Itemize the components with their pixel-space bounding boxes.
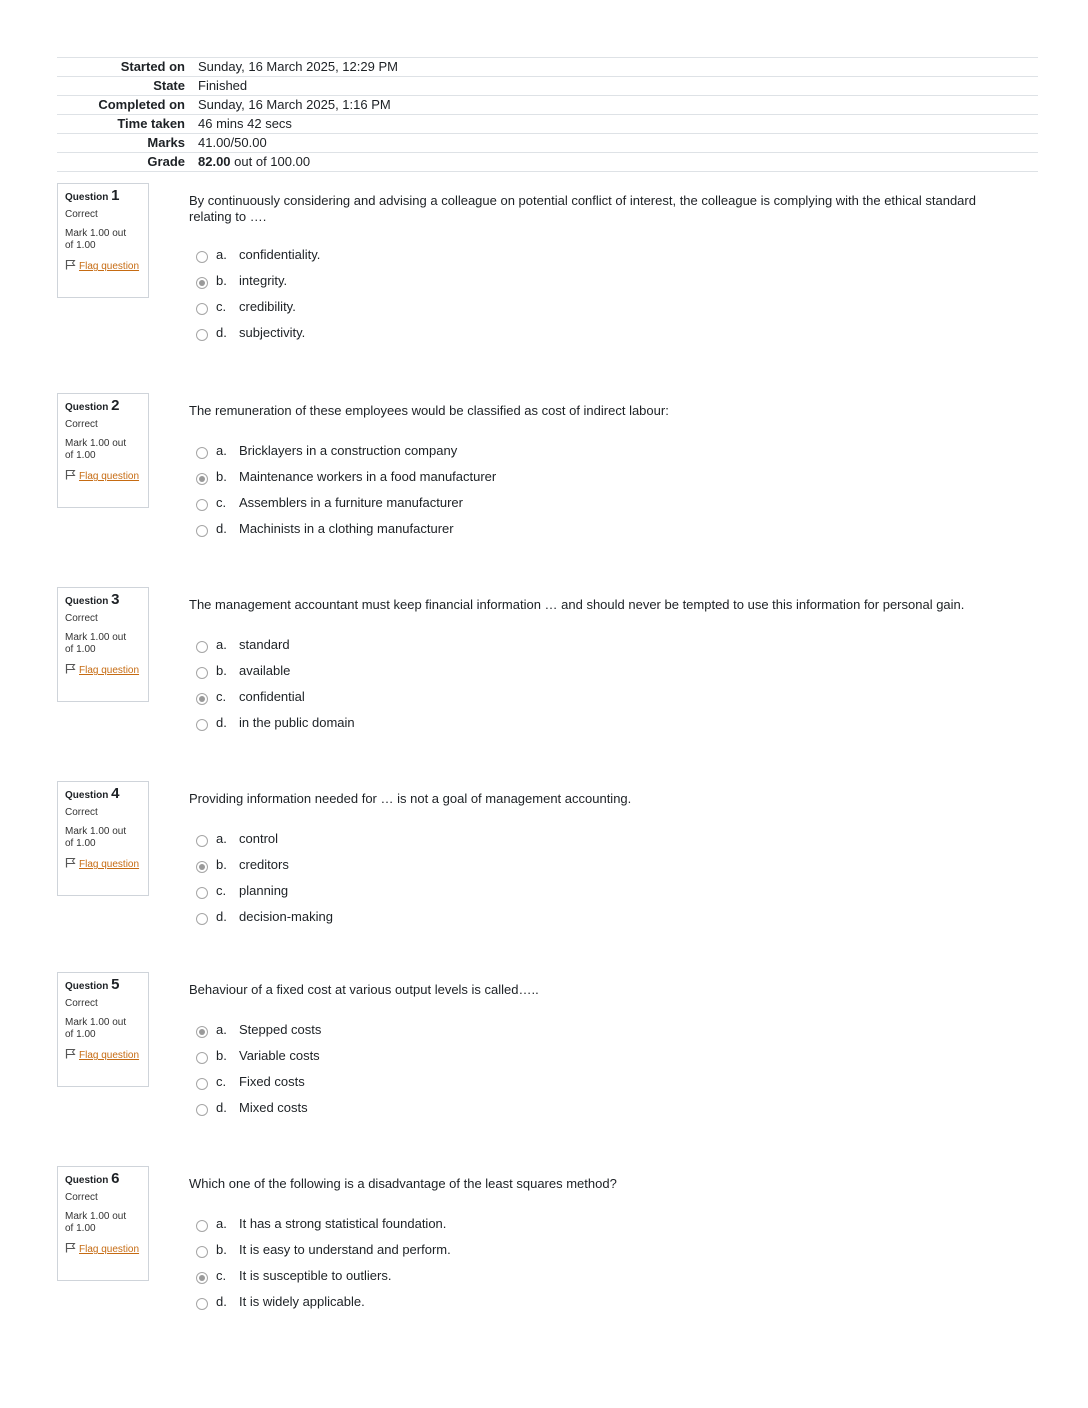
question-number-value: 6: [111, 1170, 120, 1187]
flag-icon: [65, 1048, 76, 1059]
flag-icon: [65, 469, 76, 480]
answer-text: Assemblers in a furniture manufacturer: [239, 495, 463, 510]
answer-text: Machinists in a clothing manufacturer: [239, 521, 454, 536]
answer-letter: c.: [216, 299, 227, 314]
question-prefix: Question: [65, 1175, 109, 1186]
answer-text: Bricklayers in a construction company: [239, 443, 458, 458]
summary-row-started: [57, 58, 1038, 77]
flag-icon: [65, 663, 76, 674]
question-state: Correct: [65, 807, 98, 818]
summary-label: Time taken: [57, 115, 198, 134]
question-state: Correct: [65, 419, 98, 430]
answer-text: It is susceptible to outliers.: [239, 1268, 392, 1283]
answer-letter: c.: [216, 1268, 227, 1283]
flag-question[interactable]: [65, 259, 141, 273]
answer-radio[interactable]: [196, 641, 208, 653]
answer-text: control: [239, 831, 279, 846]
answer-radio[interactable]: [196, 835, 208, 847]
answer-radio[interactable]: [196, 1078, 208, 1090]
answer-radio[interactable]: [196, 1104, 208, 1116]
answer-letter: b.: [216, 663, 227, 678]
answer-radio[interactable]: [196, 447, 208, 459]
question-number: [65, 591, 141, 608]
answer-text: confidentiality.: [239, 247, 321, 262]
answer-text: Mixed costs: [239, 1100, 308, 1115]
answer-letter: a.: [216, 637, 227, 652]
answer-letter: d.: [216, 325, 227, 340]
question-number-value: 3: [111, 591, 120, 608]
answer-radio[interactable]: [196, 1272, 208, 1284]
answer-letter: d.: [216, 715, 227, 730]
summary-row-marks: [57, 134, 1038, 153]
question-grade: Mark 1.00 out of 1.00: [65, 438, 127, 461]
answer-text: creditors: [239, 857, 289, 872]
answer-radio[interactable]: [196, 693, 208, 705]
summary-label: Marks: [57, 134, 198, 153]
question-info-box: [57, 183, 149, 298]
flag-question[interactable]: [65, 663, 141, 677]
answer-text: It is easy to understand and perform.: [239, 1242, 451, 1257]
grade-value: 82.00: [198, 154, 231, 169]
question-number-value: 4: [111, 785, 120, 802]
question-grade: Mark 1.00 out of 1.00: [65, 826, 127, 849]
summary-label: Grade: [57, 153, 198, 172]
answer-text: standard: [239, 637, 290, 652]
answer-letter: a.: [216, 247, 227, 262]
answer-text: confidential: [239, 689, 305, 704]
answer-letter: c.: [216, 1074, 227, 1089]
question-state: Correct: [65, 209, 98, 220]
flag-question-link[interactable]: Flag question: [79, 471, 140, 482]
answer-text: Fixed costs: [239, 1074, 305, 1089]
answer-letter: b.: [216, 1242, 227, 1257]
answer-letter: d.: [216, 909, 227, 924]
question-info-box: [57, 781, 149, 896]
question-state: Correct: [65, 1192, 98, 1203]
summary-row-completed: [57, 96, 1038, 115]
summary-value: [198, 153, 1038, 172]
question-info-box: [57, 393, 149, 508]
answer-letter: b.: [216, 1048, 227, 1063]
flag-question[interactable]: [65, 857, 141, 871]
question-info-box: [57, 1166, 149, 1281]
answer-text: subjectivity.: [239, 325, 306, 340]
answer-radio[interactable]: [196, 1246, 208, 1258]
question-grade: Mark 1.00 out of 1.00: [65, 632, 127, 655]
flag-icon: [65, 1242, 76, 1253]
flag-question-link[interactable]: Flag question: [79, 1244, 140, 1255]
summary-label: Completed on: [57, 96, 198, 115]
answer-radio[interactable]: [196, 525, 208, 537]
question-number: [65, 976, 141, 993]
question-prefix: Question: [65, 981, 109, 992]
answer-text: planning: [239, 883, 289, 898]
answer-letter: a.: [216, 443, 227, 458]
answer-radio[interactable]: [196, 473, 208, 485]
question-number: [65, 1170, 141, 1187]
flag-icon: [65, 259, 76, 270]
answer-radio[interactable]: [196, 667, 208, 679]
summary-label: Started on: [57, 58, 198, 77]
question-info-box: [57, 972, 149, 1087]
answer-text: Variable costs: [239, 1048, 320, 1063]
question-state: Correct: [65, 613, 98, 624]
summary-row-state: [57, 77, 1038, 96]
answer-radio[interactable]: [196, 913, 208, 925]
answer-letter: a.: [216, 831, 227, 846]
answer-radio[interactable]: [196, 1298, 208, 1310]
answer-text: Maintenance workers in a food manufacturer: [239, 469, 497, 484]
answer-radio[interactable]: [196, 303, 208, 315]
answer-text: decision-making: [239, 909, 333, 924]
summary-label: State: [57, 77, 198, 96]
answer-letter: b.: [216, 273, 227, 288]
flag-icon: [65, 857, 76, 868]
question-grade: Mark 1.00 out of 1.00: [65, 1211, 127, 1234]
question-number: [65, 397, 141, 414]
answer-letter: d.: [216, 521, 227, 536]
summary-value: Sunday, 16 March 2025, 1:16 PM: [198, 96, 1038, 115]
question-number-value: 1: [111, 187, 120, 204]
question-number: [65, 785, 141, 802]
answer-letter: d.: [216, 1294, 227, 1309]
answer-text: It has a strong statistical foundation.: [239, 1216, 447, 1231]
summary-value: Finished: [198, 77, 1038, 96]
question-grade: Mark 1.00 out of 1.00: [65, 1017, 127, 1040]
question-grade: Mark 1.00 out of 1.00: [65, 228, 127, 251]
question-number-value: 2: [111, 397, 120, 414]
summary-row-time-taken: [57, 115, 1038, 134]
question-text: By continuously considering and advising a colleague on potential conflict of interest, the colleague is complying with the ethical standard relating to ….: [189, 193, 976, 224]
answer-letter: b.: [216, 469, 227, 484]
question-text: The remuneration of these employees would be classified as cost of indirect labour:: [189, 403, 669, 418]
answer-letter: b.: [216, 857, 227, 872]
question-state: Correct: [65, 998, 98, 1009]
answer-letter: c.: [216, 495, 227, 510]
answer-text: credibility.: [239, 299, 296, 314]
grade-out-of: out of 100.00: [230, 154, 311, 169]
answer-letter: d.: [216, 1100, 227, 1115]
answer-text: available: [239, 663, 291, 678]
summary-value: Sunday, 16 March 2025, 12:29 PM: [198, 58, 1038, 77]
question-prefix: Question: [65, 402, 109, 413]
answer-text: in the public domain: [239, 715, 355, 730]
question-prefix: Question: [65, 790, 109, 801]
answer-radio[interactable]: [196, 329, 208, 341]
answer-radio[interactable]: [196, 1052, 208, 1064]
flag-question-link[interactable]: Flag question: [79, 665, 140, 676]
question-text: The management accountant must keep financial information … and should never be tempted to use this information for personal gain.: [189, 597, 965, 612]
answer-radio[interactable]: [196, 251, 208, 263]
question-prefix: Question: [65, 596, 109, 607]
answer-letter: c.: [216, 689, 227, 704]
question-text: Which one of the following is a disadvantage of the least squares method?: [189, 1176, 617, 1191]
flag-question[interactable]: [65, 1048, 141, 1062]
question-text: Behaviour of a fixed cost at various output levels is called…..: [189, 982, 539, 997]
answer-text: integrity.: [239, 273, 288, 288]
answer-radio[interactable]: [196, 499, 208, 511]
answer-radio[interactable]: [196, 1220, 208, 1232]
answer-text: Stepped costs: [239, 1022, 322, 1037]
flag-question-link[interactable]: Flag question: [79, 1050, 140, 1061]
answer-radio[interactable]: [196, 861, 208, 873]
answer-letter: a.: [216, 1216, 227, 1231]
answer-radio[interactable]: [196, 277, 208, 289]
answer-radio[interactable]: [196, 719, 208, 731]
flag-question[interactable]: [65, 1242, 141, 1256]
answer-text: It is widely applicable.: [239, 1294, 365, 1309]
question-number: [65, 187, 141, 204]
answer-letter: a.: [216, 1022, 227, 1037]
answer-letter: c.: [216, 883, 227, 898]
summary-value: 41.00/50.00: [198, 134, 1038, 153]
flag-question[interactable]: [65, 469, 141, 483]
summary-row-grade: [57, 153, 1038, 172]
answer-radio[interactable]: [196, 1026, 208, 1038]
question-info-box: [57, 587, 149, 702]
question-number-value: 5: [111, 976, 120, 993]
flag-question-link[interactable]: Flag question: [79, 859, 140, 870]
question-text: Providing information needed for … is not a goal of management accounting.: [189, 791, 632, 806]
flag-question-link[interactable]: Flag question: [79, 261, 140, 272]
question-prefix: Question: [65, 192, 109, 203]
answer-radio[interactable]: [196, 887, 208, 899]
summary-value: 46 mins 42 secs: [198, 115, 1038, 134]
attempt-summary-table: [57, 57, 1038, 172]
